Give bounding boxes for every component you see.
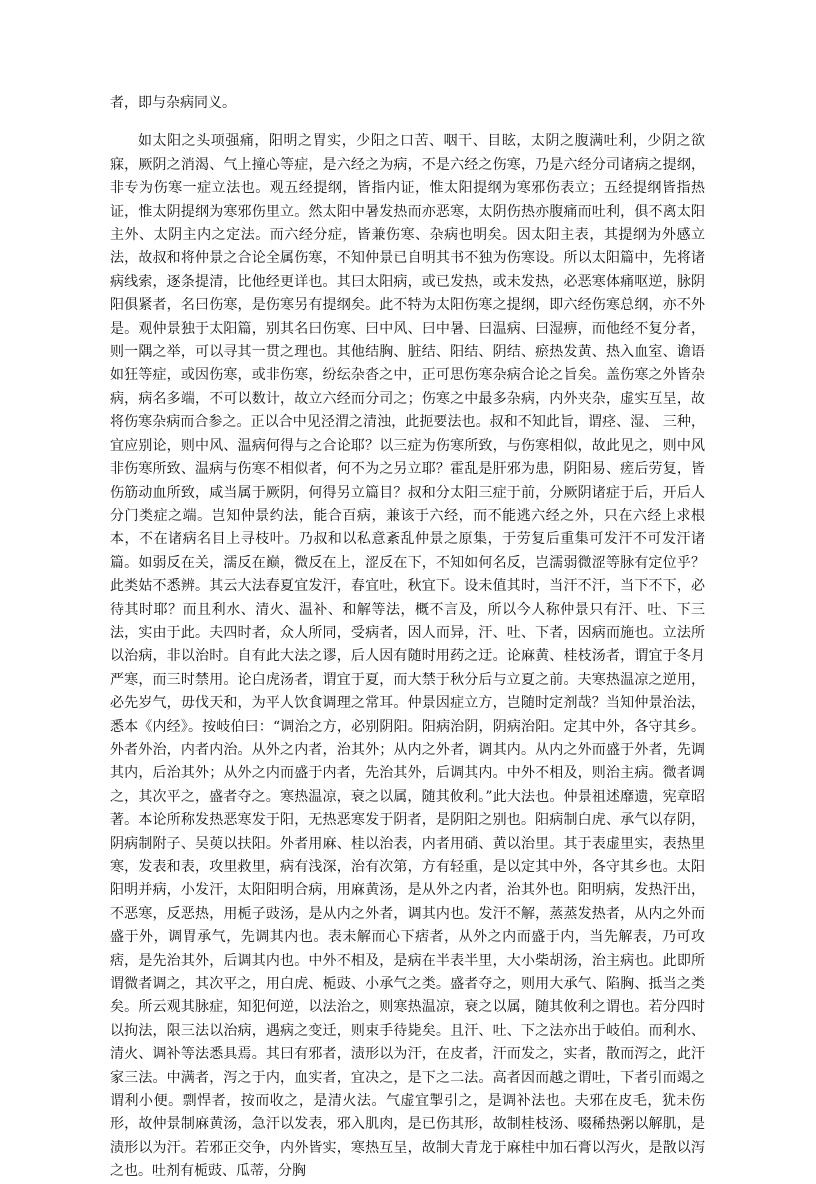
paragraph-continuation: 者，即与杂病同义。 bbox=[110, 95, 236, 111]
document-page bbox=[110, 92, 705, 1184]
paragraph-main: 如太阳之头项强痛，阳明之胃实，少阳之口苦、咽干、目眩，太阴之腹满吐利，少阴之欲寐，厥阴之消渴、气上撞心等症，是六经之为病，不是六经之伤寒，乃是六经分司诸病之提纲，非专为伤寒一症立法也。观五经提纲，皆指内证，惟太阳提纲为寒邪伤表立；五经提纲皆指热证，惟太阴提纲为寒邪伤里立。然太阳中暑发热而亦恶寒，太阴伤热亦腹痛而吐利，俱不离太阳主外、太阴主内之定法。而六经分症，皆兼伤寒、杂病也明矣。因太阳主表，其提纲为外感立法，故叔和将仲景之合论全属伤寒，不知仲景已自明其书不独为伤寒设。所以太阳篇中，先将诸病线索，逐条提清，比他经更详也。其曰太阳病，或已发热，或未发热，必恶寒体痛呕逆，脉阴阳俱紧者，名曰伤寒，是伤寒另有提纲矣。此不特为太阳伤寒之提纲，即六经伤寒总纲，亦不外是。观仲景独于太阳篇，别其名曰伤寒、曰中风、曰中暑、曰温病、曰湿痹，而他经不复分者，则一隅之举，可以寻其一贯之理也。其他结胸、脏结、阳结、阴结、瘀热发黄、热入血室、谵语如狂等症，或因伤寒，或非伤寒，纷纭杂沓之中，正可思伤寒杂病合论之旨矣。盖伤寒之外皆杂病，病名多端，不可以数计，故立六经而分司之；伤寒之中最多杂病，内外夹杂，虚实互呈，故将伤寒杂病而合参之。正以合中见泾渭之清浊，此扼要法也。叔和不知此旨，谓痉、湿、 三种，宜应别论，则中风、温病何得与之合论耶？以三症为伤寒所致，与伤寒相似，故此见之，则中风非伤寒所致、温病与伤寒不相似者，何不为之另立耶？霍乱是肝邪为患，阴阳易、瘥后劳复，皆伤筋动血所致，咸当属于厥阴，何得另立篇目？叔和分太阳三症于前，分厥阴诸症于后，开后人分门类症之端。岂知仲景约法，能合百病，兼该于六经，而不能逃六经之外，只在六经上求根本，不在诸病名目上寻枝叶。乃叔和以私意紊乱仲景之原集，于劳复后重集可发汗不可发汗诸篇。如弱反在关，濡反在巅，微反在上，涩反在下，不知如何名反，岂濡弱微涩等脉有定位乎？此类姑不悉辨。其云大法春夏宜发汗，春宜吐，秋宜下。设未值其时，当汗不汗，当下不下，必待其时耶？而且利水、清火、温补、和解等法，概不言及，所以今人称仲景只有汗、吐、下三法，实由于此。夫四时者，众人所同，受病者，因人而异，汗、吐、下者，因病而施也。立法所以治病，非以治时。自有此大法之谬，后人因有随时用药之迂。论麻黄、桂枝汤者，谓宜于冬月严寒，而三时禁用。论白虎汤者，谓宜于夏，而大禁于秋分后与立夏之前。夫寒热温凉之逆用，必先岁气，毋伐天和，为平人饮食调理之常耳。仲景因症立方，岂随时定剂哉？当知仲景治法，悉本《内经》。按岐伯曰：“调治之方，必别阴阳。阳病治阴，阴病治阳。定其中外，各守其乡。外者外治，内者内治。从外之内者，治其外；从内之外者，调其内。从内之外而盛于外者，先调其内，后治其外；从外之内而盛于内者，先治其外，后调其内。中外不相及，则治主病。微者调之，其次平之，盛者夺之。寒热温凉，衰之以属，随其攸利。”此大法也。仲景祖述靡遗，宪章昭著。本论所称发热恶寒发于阳，无热恶寒发于阴者，是阴阳之别也。阳病制白虎、承气以存阴，阴病制附子、吴萸以扶阳。外者用麻、桂以治表，内者用硝、黄以治里。其于表虚里实，表热里寒，发表和表，攻里救里，病有浅深，治有次第，方有轻重，是以定其中外，各守其乡也。太阳阳明并病，小发汗，太阳阳明合病，用麻黄汤，是从外之内者，治其外也。阳明病，发热汗出，不恶寒，反恶热，用栀子豉汤，是从内之外者，调其内也。发汗不解，蒸蒸发热者，从内之外而盛于外，调胃承气，先调其内也。表未解而心下痞者，从外之内而盛于内，当先解表，乃可攻痞，是先治其外，后调其内也。中外不相及，是病在半表半里，大小柴胡汤，治主病也。此即所谓微者调之，其次平之，用白虎、栀豉、小承气之类。盛者夺之，则用大承气、陷胸、抵当之类矣。所云观其脉症，知犯何逆，以法治之，则寒热温凉，衰之以属，随其攸利之谓也。若分四时以拘法，限三法以治病，遇病之变迁，则束手待毙矣。且汗、吐、下之法亦出于岐伯。而利水、清火、调补等法悉具焉。其曰有邪者，渍形以为汗，在皮者，汗而发之，实者，散而泻之，此汗家三法。中满者，泻之于内，血实者，宜决之，是下之二法。高者因而越之谓吐，下者引而竭之谓利小便。剽悍者，按而收之，是清火法。气虚宜掣引之，是调补法也。夫邪在皮毛，犹未伤形，故仲景制麻黄汤，急汗以发表，邪入肌肉，是已伤其形，故制桂枝汤、啜稀热粥以解肌，是渍形以为汗。若邪正交争，内外皆实，寒热互呈，故制大青龙于麻桂中加石膏以泻火，是散以泻之也。吐剂有栀豉、瓜蒂，分胸 bbox=[110, 133, 705, 1180]
